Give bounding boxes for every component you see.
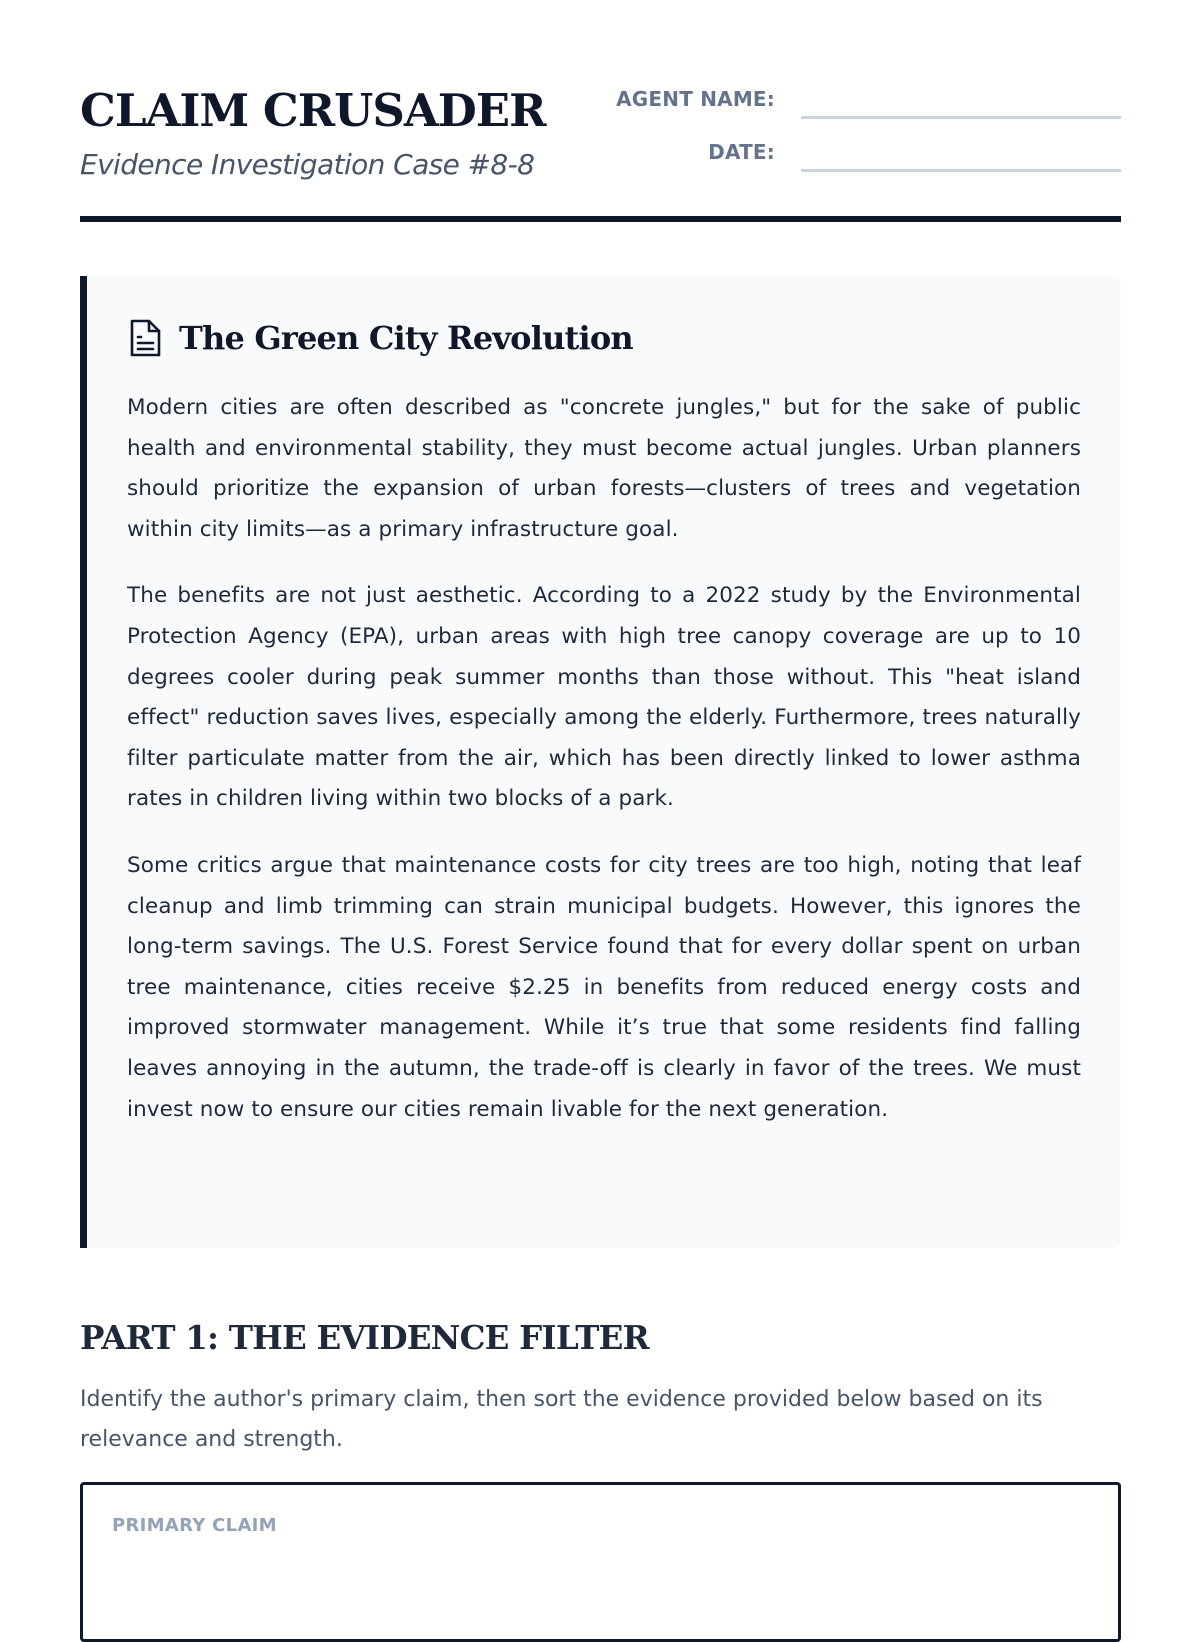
article-paragraph: The benefits are not just aesthetic. According to a 2022 study by the Environmental Protection Agency (EPA), urban areas with high tree canopy coverage are up to 10 degrees cooler during peak summer months than those without. This "heat island effect" reduction saves lives, especially among the elderly. Furthermore, trees naturally filter particulate matter from the air, which has been directly linked to lower asthma rates in children living within two blocks of a park. — [127, 583, 1081, 812]
article-paragraph: Modern cities are often described as "concrete jungles," but for the sake of public health and environmental stability, they must become actual jungles. Urban planners should prioritize the expansion of urban forests—clusters of trees and vegetation within city limits—as a primary infrastructure goal. — [127, 395, 1081, 542]
part1-instructions: Identify the author's primary claim, then sort the evidence provided below based on its relevance and strength. — [80, 1387, 1043, 1452]
date-label: DATE: — [708, 140, 775, 164]
part1-heading: PART 1: THE EVIDENCE FILTER — [80, 1318, 649, 1357]
document-icon — [127, 319, 163, 357]
article-header — [127, 316, 1081, 360]
article-paragraph: Some critics argue that maintenance costs for city trees are too high, noting that leaf cleanup and limb trimming can strain municipal budgets. However, this ignores the long-term savings. The U.S. Forest Service found that for every dollar spent on urban tree maintenance, cities receive $2.25 in benefits from reduced energy costs and improved stormwater management. While it’s true that some residents find falling leaves annoying in the autumn, the trade-off is clearly in favor of the trees. We must invest now to ensure our cities remain livable for the next generation. — [127, 852, 1081, 1122]
date-field[interactable] — [801, 169, 1121, 172]
case-subtitle: Evidence Investigation Case #8-8 — [80, 148, 535, 181]
agent-name-field[interactable] — [801, 116, 1121, 119]
agent-name-label: AGENT NAME: — [616, 87, 775, 111]
worksheet-title: CLAIM CRUSADER — [80, 84, 546, 137]
primary-claim-box[interactable] — [80, 1482, 1121, 1642]
worksheet-header — [80, 80, 1120, 220]
header-divider — [80, 216, 1121, 222]
article-title: The Green City Revolution — [179, 319, 633, 357]
primary-claim-label: PRIMARY CLAIM — [112, 1515, 277, 1536]
article-card — [80, 276, 1121, 1248]
